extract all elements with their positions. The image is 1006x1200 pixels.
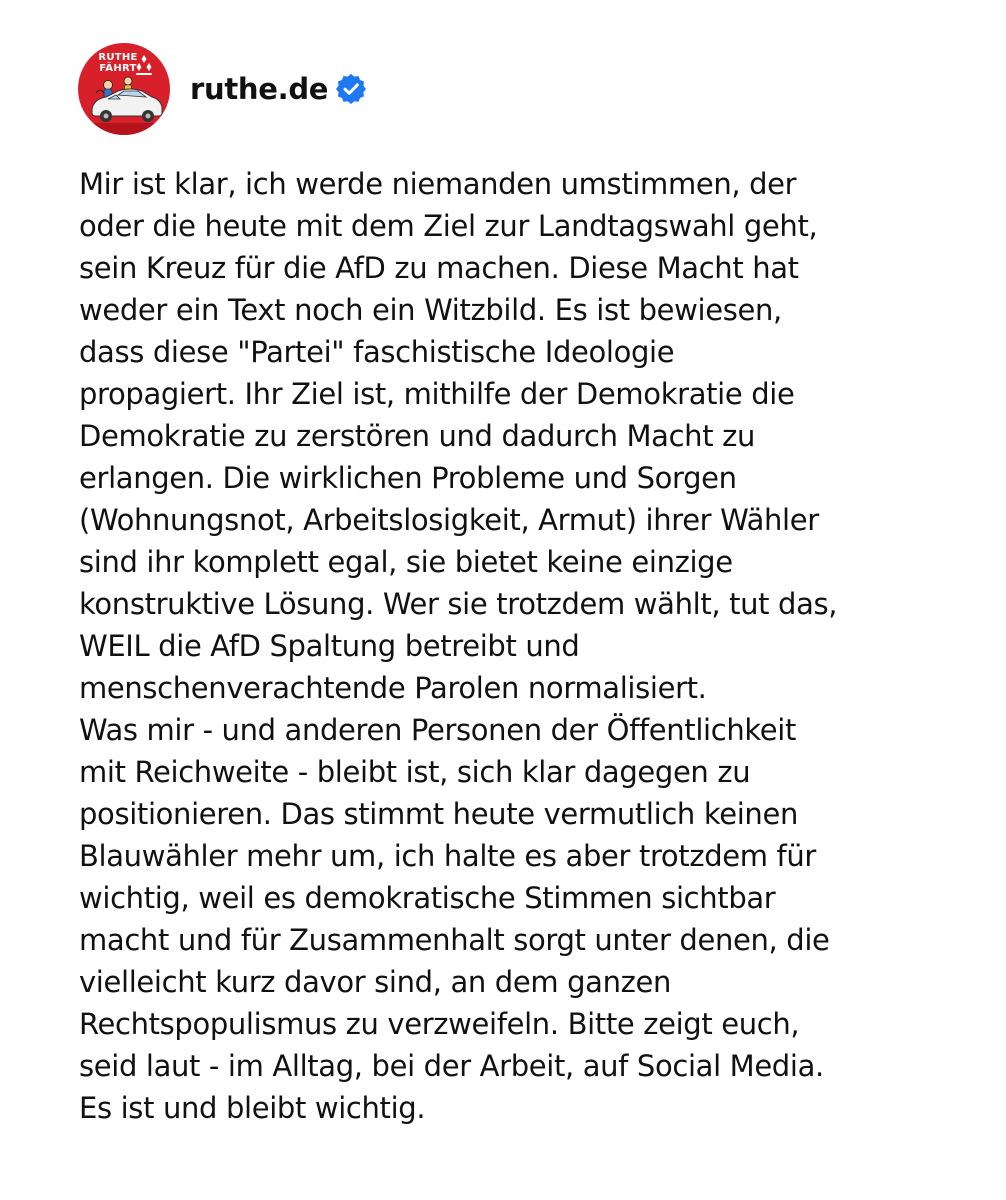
post-text-line: mit Reichweite - bleibt ist, sich klar dagegen zu xyxy=(79,755,751,789)
post-text-line: seid laut - im Alltag, bei der Arbeit, auf Social Media. xyxy=(79,1049,824,1083)
avatar-logo-line-2: FÄHRT xyxy=(99,63,137,74)
post-text-line: Demokratie zu zerstören und dadurch Macht zu xyxy=(79,419,755,453)
verified-badge-icon xyxy=(336,74,366,104)
post-text-line: konstruktive Lösung. Wer sie trotzdem wählt, tut das, xyxy=(79,587,838,621)
post-text-line: positionieren. Das stimmt heute vermutlich keinen xyxy=(79,797,798,831)
post-text-line: Was mir - und anderen Personen der Öffentlichkeit xyxy=(79,713,796,747)
post-text-line: vielleicht kurz davor sind, an dem ganzen xyxy=(79,965,671,999)
post-text-line: Rechtspopulismus zu verzweifeln. Bitte zeigt euch, xyxy=(79,1007,800,1041)
post-text-line: erlangen. Die wirklichen Probleme und Sorgen xyxy=(79,461,737,495)
post-text-line: dass diese "Partei" faschistische Ideologie xyxy=(79,335,675,369)
avatar-logo-text xyxy=(96,52,140,74)
post-text-line: wichtig, weil es demokratische Stimmen sichtbar xyxy=(79,881,776,915)
post-text-line: (Wohnungsnot, Arbeitslosigkeit, Armut) ihrer Wähler xyxy=(79,503,819,537)
post-text-line: WEIL die AfD Spaltung betreibt und xyxy=(79,629,580,663)
account-name[interactable]: ruthe.de xyxy=(190,72,329,106)
post-text-line: macht und für Zusammenhalt sorgt unter denen, die xyxy=(79,923,830,957)
post-text-line: propagiert. Ihr Ziel ist, mithilfe der Demokratie die xyxy=(79,377,795,411)
post-text-line: weder ein Text noch ein Witzbild. Es ist bewiesen, xyxy=(79,293,782,327)
avatar-logo-line-1: RUTHE xyxy=(98,52,138,63)
avatar[interactable] xyxy=(78,43,170,135)
post-text-line: Mir ist klar, ich werde niemanden umstimmen, der xyxy=(79,167,797,201)
post-text-line: sein Kreuz für die AfD zu machen. Diese Macht hat xyxy=(79,251,799,285)
post-text-line: Es ist und bleibt wichtig. xyxy=(79,1091,426,1125)
post-text-line: oder die heute mit dem Ziel zur Landtagswahl geht, xyxy=(79,209,818,243)
post-text-line: sind ihr komplett egal, sie bietet keine einzige xyxy=(79,545,733,579)
post-header xyxy=(78,43,366,135)
post-body xyxy=(79,163,979,1129)
post-text-line: Blauwähler mehr um, ich halte es aber trotzdem für xyxy=(79,839,816,873)
post-text-line: menschenverachtende Parolen normalisiert. xyxy=(79,671,707,705)
